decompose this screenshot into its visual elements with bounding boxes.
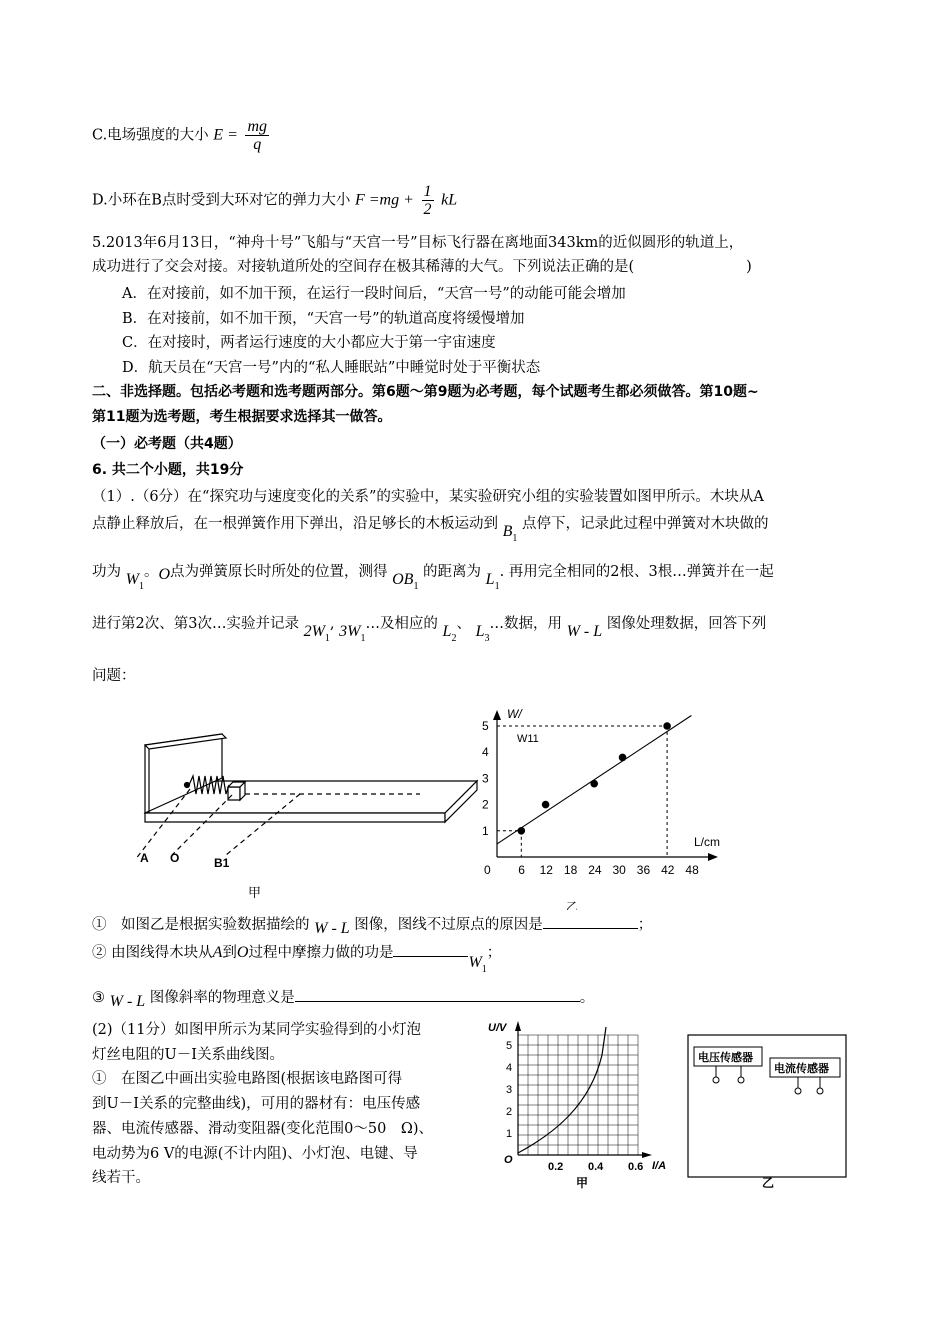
- option-c-fraction: [245, 118, 269, 153]
- var-b1-letter: B: [502, 523, 513, 540]
- var-w-l: W - L: [109, 993, 146, 1010]
- y-axis-label: W/: [507, 707, 522, 721]
- caption-yi: 乙: [762, 1176, 775, 1190]
- x-axis-label: L/cm: [694, 835, 721, 849]
- label-b1: B1: [214, 856, 230, 870]
- var-w-l: W - L: [314, 920, 350, 937]
- var-w1-letter: W: [125, 571, 139, 588]
- fraction-denominator: 2: [423, 201, 432, 218]
- subq-2: [92, 941, 502, 975]
- answer-blank-3[interactable]: [295, 1001, 580, 1002]
- p1-line3-c: 点为弹簧原长时所处的位置，测得: [170, 564, 388, 580]
- x-ticks: [484, 863, 699, 877]
- subq-3-b: 图像斜率的物理意义是: [149, 990, 295, 1006]
- q5-option-c: C．在对接时，两者运行速度的大小都应大于第一宇宙速度: [122, 335, 496, 351]
- p1-line2-b: 点停下，记录此过程中弹簧对木块做的: [522, 516, 769, 532]
- subq-2-c: 过程中摩擦力做的功是: [248, 945, 394, 961]
- label-a: A: [140, 851, 149, 865]
- subscript: 1: [512, 533, 518, 544]
- subq-1: [92, 913, 653, 937]
- w-l-chart: [482, 707, 720, 910]
- var-l3-letter: L: [475, 623, 485, 640]
- var-w1: [125, 571, 144, 592]
- u-tick-label: 2: [506, 1106, 513, 1118]
- subq-1-b: 图像，图线不过原点的原因是: [354, 917, 543, 933]
- var-o: O: [158, 566, 170, 583]
- x-tick-label: 0: [484, 863, 491, 877]
- p1-line2: [92, 512, 769, 544]
- x-tick-label: 6: [518, 863, 525, 877]
- option-d-lhs: F =mg +: [354, 191, 414, 209]
- data-point: [590, 780, 598, 788]
- p1-line3: [92, 560, 774, 592]
- guide-lines: [497, 726, 667, 857]
- subq-3: [92, 986, 595, 1010]
- var-2w1-text: 2W: [303, 623, 325, 640]
- y-axis-arrow: [493, 710, 501, 720]
- p1-line2-a: 点静止释放后，在一根弹簧作用下弹出，沿足够长的木板运动到: [92, 516, 498, 532]
- caption-yi: 乙: [566, 900, 579, 910]
- option-d-fraction: [422, 183, 434, 218]
- p1-line4-d: 图像处理数据，回答下列: [606, 616, 767, 632]
- fraction-denominator: q: [253, 136, 262, 153]
- data-point: [518, 827, 526, 835]
- w11-label: W11: [517, 733, 539, 745]
- u-tick-label: 5: [506, 1040, 513, 1052]
- terminal-dot: [738, 1077, 744, 1083]
- origin-label: O: [504, 1154, 513, 1166]
- terminal-dot: [795, 1088, 801, 1094]
- data-point: [663, 722, 671, 730]
- answer-blank-1[interactable]: [543, 928, 638, 929]
- p1-line4-a: 进行第2次、第3次…实验并记录: [92, 616, 299, 632]
- comma: ,: [329, 616, 335, 632]
- y-tick-label: 4: [482, 745, 489, 760]
- y-tick-label: 2: [482, 797, 489, 812]
- var-b1: [502, 523, 518, 544]
- p2-line7: 线若干。: [92, 1170, 150, 1186]
- var-l1-letter: L: [485, 571, 495, 588]
- u-i-chart: [488, 1021, 666, 1190]
- subscript: 1: [360, 633, 366, 644]
- u-tick-label: 3: [506, 1084, 513, 1096]
- apparatus-diagram: [135, 734, 477, 860]
- p1-line4-c: …数据，用: [489, 616, 562, 632]
- u-axis-arrow: [515, 1021, 521, 1031]
- subscript: 1: [481, 964, 487, 975]
- circuit-box: [688, 1035, 846, 1190]
- q6-heading: 6. 共二个小题，共19分: [92, 462, 244, 478]
- fraction-numerator: 1: [423, 183, 432, 200]
- subq-3-c: 。: [579, 990, 595, 1006]
- label-o: O: [170, 851, 180, 865]
- q5-paren-close: ): [746, 259, 752, 275]
- data-points: [518, 722, 671, 834]
- q5-stem-1: 5.2013年6月13日，“神舟十号”飞船与“天宫一号”目标飞行器在离地面343km的近似圆形的轨道上，: [92, 235, 744, 251]
- u-i-curve: [518, 1027, 606, 1153]
- subscript: 1: [494, 581, 500, 592]
- option-d-text: D.小环在B点时受到大环对它的弹力大小: [92, 192, 351, 209]
- terminal-dot: [817, 1088, 823, 1094]
- p1-line3-e: . 再用完全相同的2根、3根…弹簧并在一起: [499, 564, 774, 580]
- i-tick-label: 0.4: [588, 1161, 604, 1173]
- i-ticks: [548, 1161, 643, 1173]
- grid: [518, 1035, 638, 1155]
- var-o: O: [236, 944, 249, 961]
- y-tick-label: 5: [482, 719, 489, 733]
- subq-2-d: ；: [486, 945, 502, 961]
- var-3w1: [339, 623, 366, 644]
- subq-1-c: ；: [637, 917, 653, 933]
- subscript: 2: [451, 633, 457, 644]
- var-a: A: [212, 944, 223, 961]
- p1-line3-period: 。: [143, 564, 159, 580]
- p2-line3: ① 在图乙中画出实验电路图(根据该电路图可得: [92, 1071, 403, 1087]
- y-tick-label: 3: [482, 771, 489, 786]
- caption-jia: 甲: [248, 885, 262, 900]
- section2-line2: 第11题为选考题，考生根据要求选择其一做答。: [92, 409, 392, 425]
- required-heading: （一）必考题（共4题）: [92, 436, 242, 452]
- x-tick-label: 30: [612, 863, 626, 877]
- q5-option-d: D．航天员在“天宫一号”内的“私人睡眠站”中睡觉时处于平衡状态: [122, 360, 541, 376]
- voltage-sensor-label: 电压传感器: [698, 1052, 753, 1064]
- option-c-text: C.电场强度的大小: [92, 127, 209, 144]
- q5-stem-2: [92, 255, 752, 276]
- subscript: 1: [324, 633, 330, 644]
- p1-line5: 问题：: [92, 668, 136, 684]
- caption-jia: 甲: [576, 1176, 589, 1190]
- data-point: [619, 754, 627, 762]
- i-axis-label: I/A: [652, 1160, 667, 1172]
- x-tick-label: 36: [636, 863, 651, 877]
- p2-line5: 器、电流传感器、滑动变阻器(变化范围0～50 Ω)、: [92, 1121, 434, 1137]
- q5-option-b: B．在对接前，如不加干预，“天宫一号”的轨道高度将缓慢增加: [122, 311, 525, 327]
- x-tick-label: 24: [588, 863, 602, 877]
- u-tick-label: 4: [506, 1062, 513, 1074]
- var-l2-letter: L: [442, 623, 452, 640]
- var-w-l: W - L: [566, 623, 603, 640]
- data-point: [542, 801, 550, 809]
- var-w1: [468, 954, 487, 975]
- figure-2: [480, 1015, 880, 1195]
- i-axis-arrow: [642, 1152, 652, 1158]
- subq-2-a: ② 由图线得木块从: [92, 945, 213, 961]
- p1-line4: [92, 612, 767, 644]
- i-tick-label: 0.6: [628, 1161, 644, 1173]
- option-c-lhs: E =: [213, 126, 238, 144]
- terminal-dot: [713, 1077, 719, 1083]
- p1-line1: （1）.（6分）在“探究功与速度变化的关系”的实验中，某实验研究小组的实验装置如图甲所示。木块从A: [92, 489, 764, 505]
- u-ticks: [506, 1040, 512, 1140]
- u-axis-label: U/V: [488, 1022, 507, 1034]
- var-w1-letter: W: [468, 954, 482, 971]
- q5-option-a: A．在对接前，如不加干预，在运行一段时间后，“天宫一号”的动能可能会增加: [122, 286, 626, 302]
- q5-stem-2-text: 成功进行了交会对接。对接轨道所处的空间存在极其稀薄的大气。下列说法正确的是(: [92, 259, 635, 275]
- subq-2-b: 到: [222, 945, 237, 961]
- p2-line4: 到U－I关系的完整曲线)，可用的器材有：电压传感: [92, 1096, 421, 1112]
- subq-3-a: ③: [92, 990, 110, 1006]
- current-sensor-label: 电流传感器: [774, 1063, 829, 1075]
- subq-1-a: ① 如图乙是根据实验数据描绘的: [92, 917, 310, 933]
- var-l2: [442, 623, 457, 644]
- y-ticks: [482, 719, 489, 838]
- var-l1: [485, 571, 500, 592]
- separator: 、: [456, 616, 471, 632]
- var-2w1: [303, 623, 330, 644]
- p2-line2: 灯丝电阻的U－I关系曲线图。: [92, 1047, 284, 1063]
- i-tick-label: 0.2: [548, 1161, 564, 1173]
- var-ob1: [392, 571, 419, 592]
- figure-1: [0, 690, 950, 910]
- option-c: [92, 118, 272, 153]
- var-l3: [475, 623, 490, 644]
- fraction-numerator: mg: [247, 118, 268, 135]
- p2-line6: 电动势为6 V的电源(不计内阻)、小灯泡、电键、导: [92, 1146, 418, 1162]
- var-ob1-letters: OB: [392, 571, 414, 588]
- y-tick-label: 1: [482, 823, 489, 838]
- subscript: 1: [413, 581, 419, 592]
- section2-line1: 二、非选择题。包括必考题和选考题两部分。第6题～第9题为必考题，每个试题考生都必须做答。第10题~: [92, 384, 759, 400]
- p2-line1: (2)（11分）如图甲所示为某同学实验得到的小灯泡: [92, 1022, 421, 1038]
- subscript: 1: [138, 581, 144, 592]
- p1-line4-b: …及相应的: [365, 616, 438, 632]
- answer-blank-2[interactable]: [393, 956, 468, 957]
- x-tick-label: 42: [661, 863, 675, 877]
- x-axis-arrow: [708, 853, 718, 861]
- option-d: [92, 183, 457, 218]
- x-tick-label: 18: [563, 863, 578, 877]
- var-3w1-text: 3W: [339, 623, 361, 640]
- p1-line3-d: 的距离为: [423, 564, 482, 580]
- u-tick-label: 1: [506, 1128, 513, 1140]
- subscript: 3: [484, 633, 490, 644]
- x-tick-label: 48: [685, 863, 699, 877]
- option-d-tail: kL: [441, 191, 458, 209]
- p1-line3-a: 功为: [92, 564, 121, 580]
- x-tick-label: 12: [539, 863, 553, 877]
